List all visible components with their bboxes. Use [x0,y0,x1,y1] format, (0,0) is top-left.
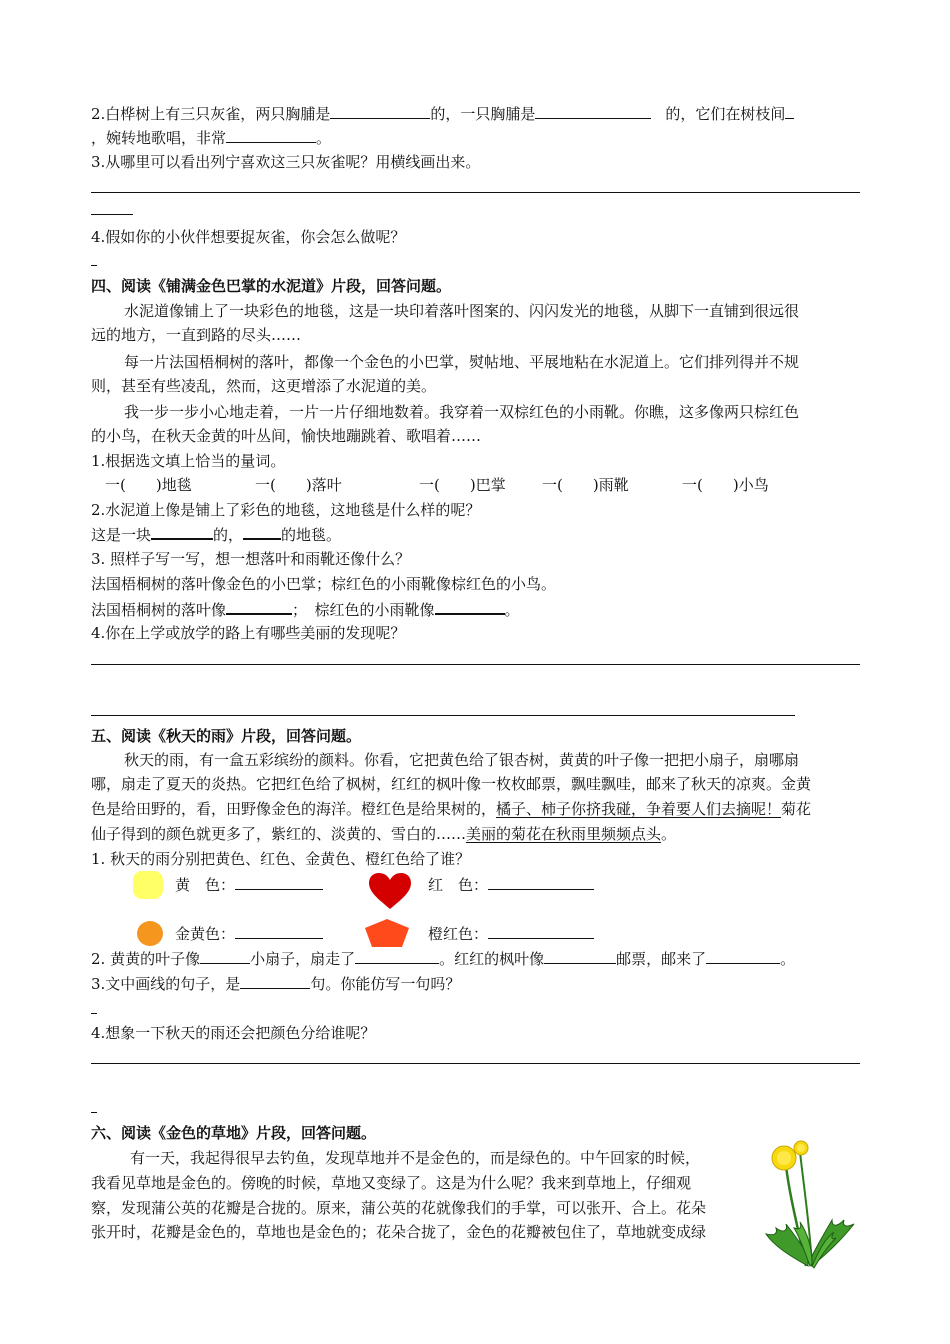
answer-blank[interactable] [785,103,794,119]
answer-blank[interactable] [330,103,430,119]
answer-blank[interactable] [200,948,250,964]
answer-blank[interactable] [355,948,439,964]
orange-red-pentagon-icon [364,918,410,948]
question-2-fill [91,523,341,546]
question-text: 句。你能仿写一句吗？ [310,975,461,993]
passage-line: 的小鸟，在秋天金黄的叶丛间，愉快地蹦跳着、歌唱着…… [91,427,482,445]
passage-text: 。 [661,825,677,843]
answer-blank[interactable] [151,523,213,540]
answer-mark[interactable] [91,1013,97,1014]
dandelion-icon [760,1138,860,1278]
answer-line[interactable] [91,192,860,193]
question-text: 的，它们在树枝间 [665,105,786,123]
measure-word-item[interactable]: 一( )雨靴 [542,476,629,494]
measure-word-item[interactable]: 一( )落叶 [255,476,342,494]
underlined-sentence: 橘子、柿子你挤我碰，争着要人们去摘呢！ [496,800,782,818]
question-3-fill [91,598,520,621]
answer-blank[interactable] [226,598,292,615]
answer-blank[interactable] [226,127,316,143]
question-text: 邮票，邮来了 [616,950,707,968]
passage-text: 菊花 [781,800,812,818]
gold-answer-row [175,923,323,945]
answer-line[interactable] [91,664,860,665]
passage-text: 仙子得到的颜色就更多了，紫红的、淡黄的、雪白的…… [91,825,467,843]
orange-answer-row [428,923,594,945]
question-1: 1.根据选文填上恰当的量词。 [91,452,286,470]
orange-circle-icon [137,921,163,946]
section-heading-4: 四、阅读《铺满金色巴掌的水泥道》片段，回答问题。 [91,277,452,295]
example-sentence: 法国梧桐树的落叶像金色的小巴掌；棕红色的小雨靴像棕红色的小鸟。 [91,575,557,593]
answer-mark[interactable] [91,1112,97,1113]
passage-line: 哪，扇走了夏天的炎热。它把红色给了枫树，红红的枫叶像一枚枚邮票，飘哇飘哇，邮来了秋天的凉爽。金黄 [91,775,812,793]
question-text: 。红红的枫叶像 [439,950,545,968]
passage-line: 每一片法国梧桐树的落叶，都像一个金色的小巴掌，熨帖地、平展地粘在水泥道上。它们排列得并不规 [124,353,800,371]
answer-blank[interactable] [535,103,651,119]
answer-blank[interactable] [488,923,594,939]
yellow-answer-row [175,874,323,896]
yellow-swatch-icon [133,871,163,899]
question-text: 的， [213,526,244,544]
question-text: 的，一只胸脯是 [430,105,536,123]
passage-line: 则，甚至有些凌乱，然而，这更增添了水泥道的美。 [91,377,437,395]
question-2-fill [91,948,795,970]
question-text: 3.文中画线的句子，是 [91,975,241,993]
passage-line: 水泥道像铺上了一块彩色的地毯，这是一块印着落叶图案的、闪闪发光的地毯，从脚下一直铺到很远很 [124,302,800,320]
question-text: 。 [504,601,520,619]
answer-blank[interactable] [243,523,281,540]
answer-blank[interactable] [435,598,505,615]
passage-line: 张开时，花瓣是金色的，草地也是金色的；花朵合拢了，金色的花瓣被包住了，草地就变成绿 [91,1223,707,1241]
passage-line: 察，发现蒲公英的花瓣是合拢的。原来，蒲公英的花就像我们的手掌，可以张开、合上。花朵 [91,1199,707,1217]
question-text: 小扇子，扇走了 [250,950,356,968]
answer-blank[interactable] [488,874,594,890]
answer-blank[interactable] [706,948,780,964]
answer-mark[interactable] [91,265,97,266]
color-label-yellow: 黄 色： [175,876,236,894]
measure-word-item[interactable]: 一( )地毯 [105,476,192,494]
answer-blank[interactable] [235,923,323,939]
question-text: 2.白桦树上有三只灰雀，两只胸脯是 [91,105,331,123]
question-text: 2. 黄黄的叶子像 [91,950,201,968]
question-2: 2.水泥道上像是铺上了彩色的地毯，这地毯是什么样的呢？ [91,501,481,519]
question-2-line-2 [91,127,331,149]
color-label-gold: 金黄色： [175,925,236,943]
question-3-fill [91,973,460,995]
color-label-red: 红 色： [428,876,489,894]
passage-line [91,823,676,845]
answer-blank[interactable] [544,948,616,964]
answer-line[interactable] [91,715,795,716]
underlined-sentence: 美丽的菊花在秋雨里频频点头 [466,825,662,843]
passage-line: 我一步一步小心地走着，一片一片仔细地数着。我穿着一双棕红色的小雨靴。你瞧，这多像两只棕红色 [124,403,800,421]
question-4: 4.你在上学或放学的路上有哪些美丽的发现呢？ [91,624,406,642]
question-text: 。 [780,950,796,968]
question-3: 3. 照样子写一写，想一想落叶和雨靴还像什么？ [91,550,411,568]
measure-word-item[interactable]: 一( )巴掌 [419,476,506,494]
measure-word-item[interactable]: 一( )小鸟 [682,476,769,494]
question-4: 4.假如你的小伙伴想要捉灰雀，你会怎么做呢？ [91,228,406,246]
question-text: ，婉转地歌唱，非常 [91,129,227,147]
passage-line: 有一天，我起得很早去钓鱼，发现草地并不是金色的，而是绿色的。中午回家的时候， [130,1149,701,1167]
red-heart-icon [368,872,412,910]
question-text: 的地毯。 [281,526,342,544]
question-2-line-1 [91,103,794,125]
question-text: 法国梧桐树的落叶像 [91,601,227,619]
passage-line: 秋天的雨，有一盒五彩缤纷的颜料。你看，它把黄色给了银杏树，黄黄的叶子像一把把小扇子，扇哪扇 [124,751,800,769]
question-1: 1. 秋天的雨分别把黄色、红色、金黄色、橙红色给了谁？ [91,850,471,868]
answer-blank[interactable] [235,874,323,890]
passage-line: 远的地方，一直到路的尽头…… [91,326,302,344]
passage-line [91,798,811,820]
answer-blank[interactable] [240,973,310,989]
passage-line: 我看见草地是金色的。傍晚的时候，草地又变绿了。这是为什么呢？我来到草地上，仔细观 [91,1174,692,1192]
question-3: 3.从哪里可以看出列宁喜欢这三只灰雀呢？用横线画出来。 [91,153,481,171]
measure-word-row [105,474,769,496]
question-text: 这是一块 [91,526,152,544]
section-heading-6: 六、阅读《金色的草地》片段，回答问题。 [91,1124,377,1142]
passage-text: 色是给田野的，看，田野像金色的海洋。橙红色是给果树的， [91,800,497,818]
answer-line-short[interactable] [91,214,133,215]
color-label-orange: 橙红色： [428,925,489,943]
red-answer-row [428,874,594,896]
question-text: ； 棕红色的小雨靴像 [292,601,435,619]
section-heading-5: 五、阅读《秋天的雨》片段，回答问题。 [91,727,362,745]
answer-line[interactable] [91,1063,860,1064]
question-text: 。 [316,129,332,147]
question-4: 4.想象一下秋天的雨还会把颜色分给谁呢？ [91,1024,376,1042]
